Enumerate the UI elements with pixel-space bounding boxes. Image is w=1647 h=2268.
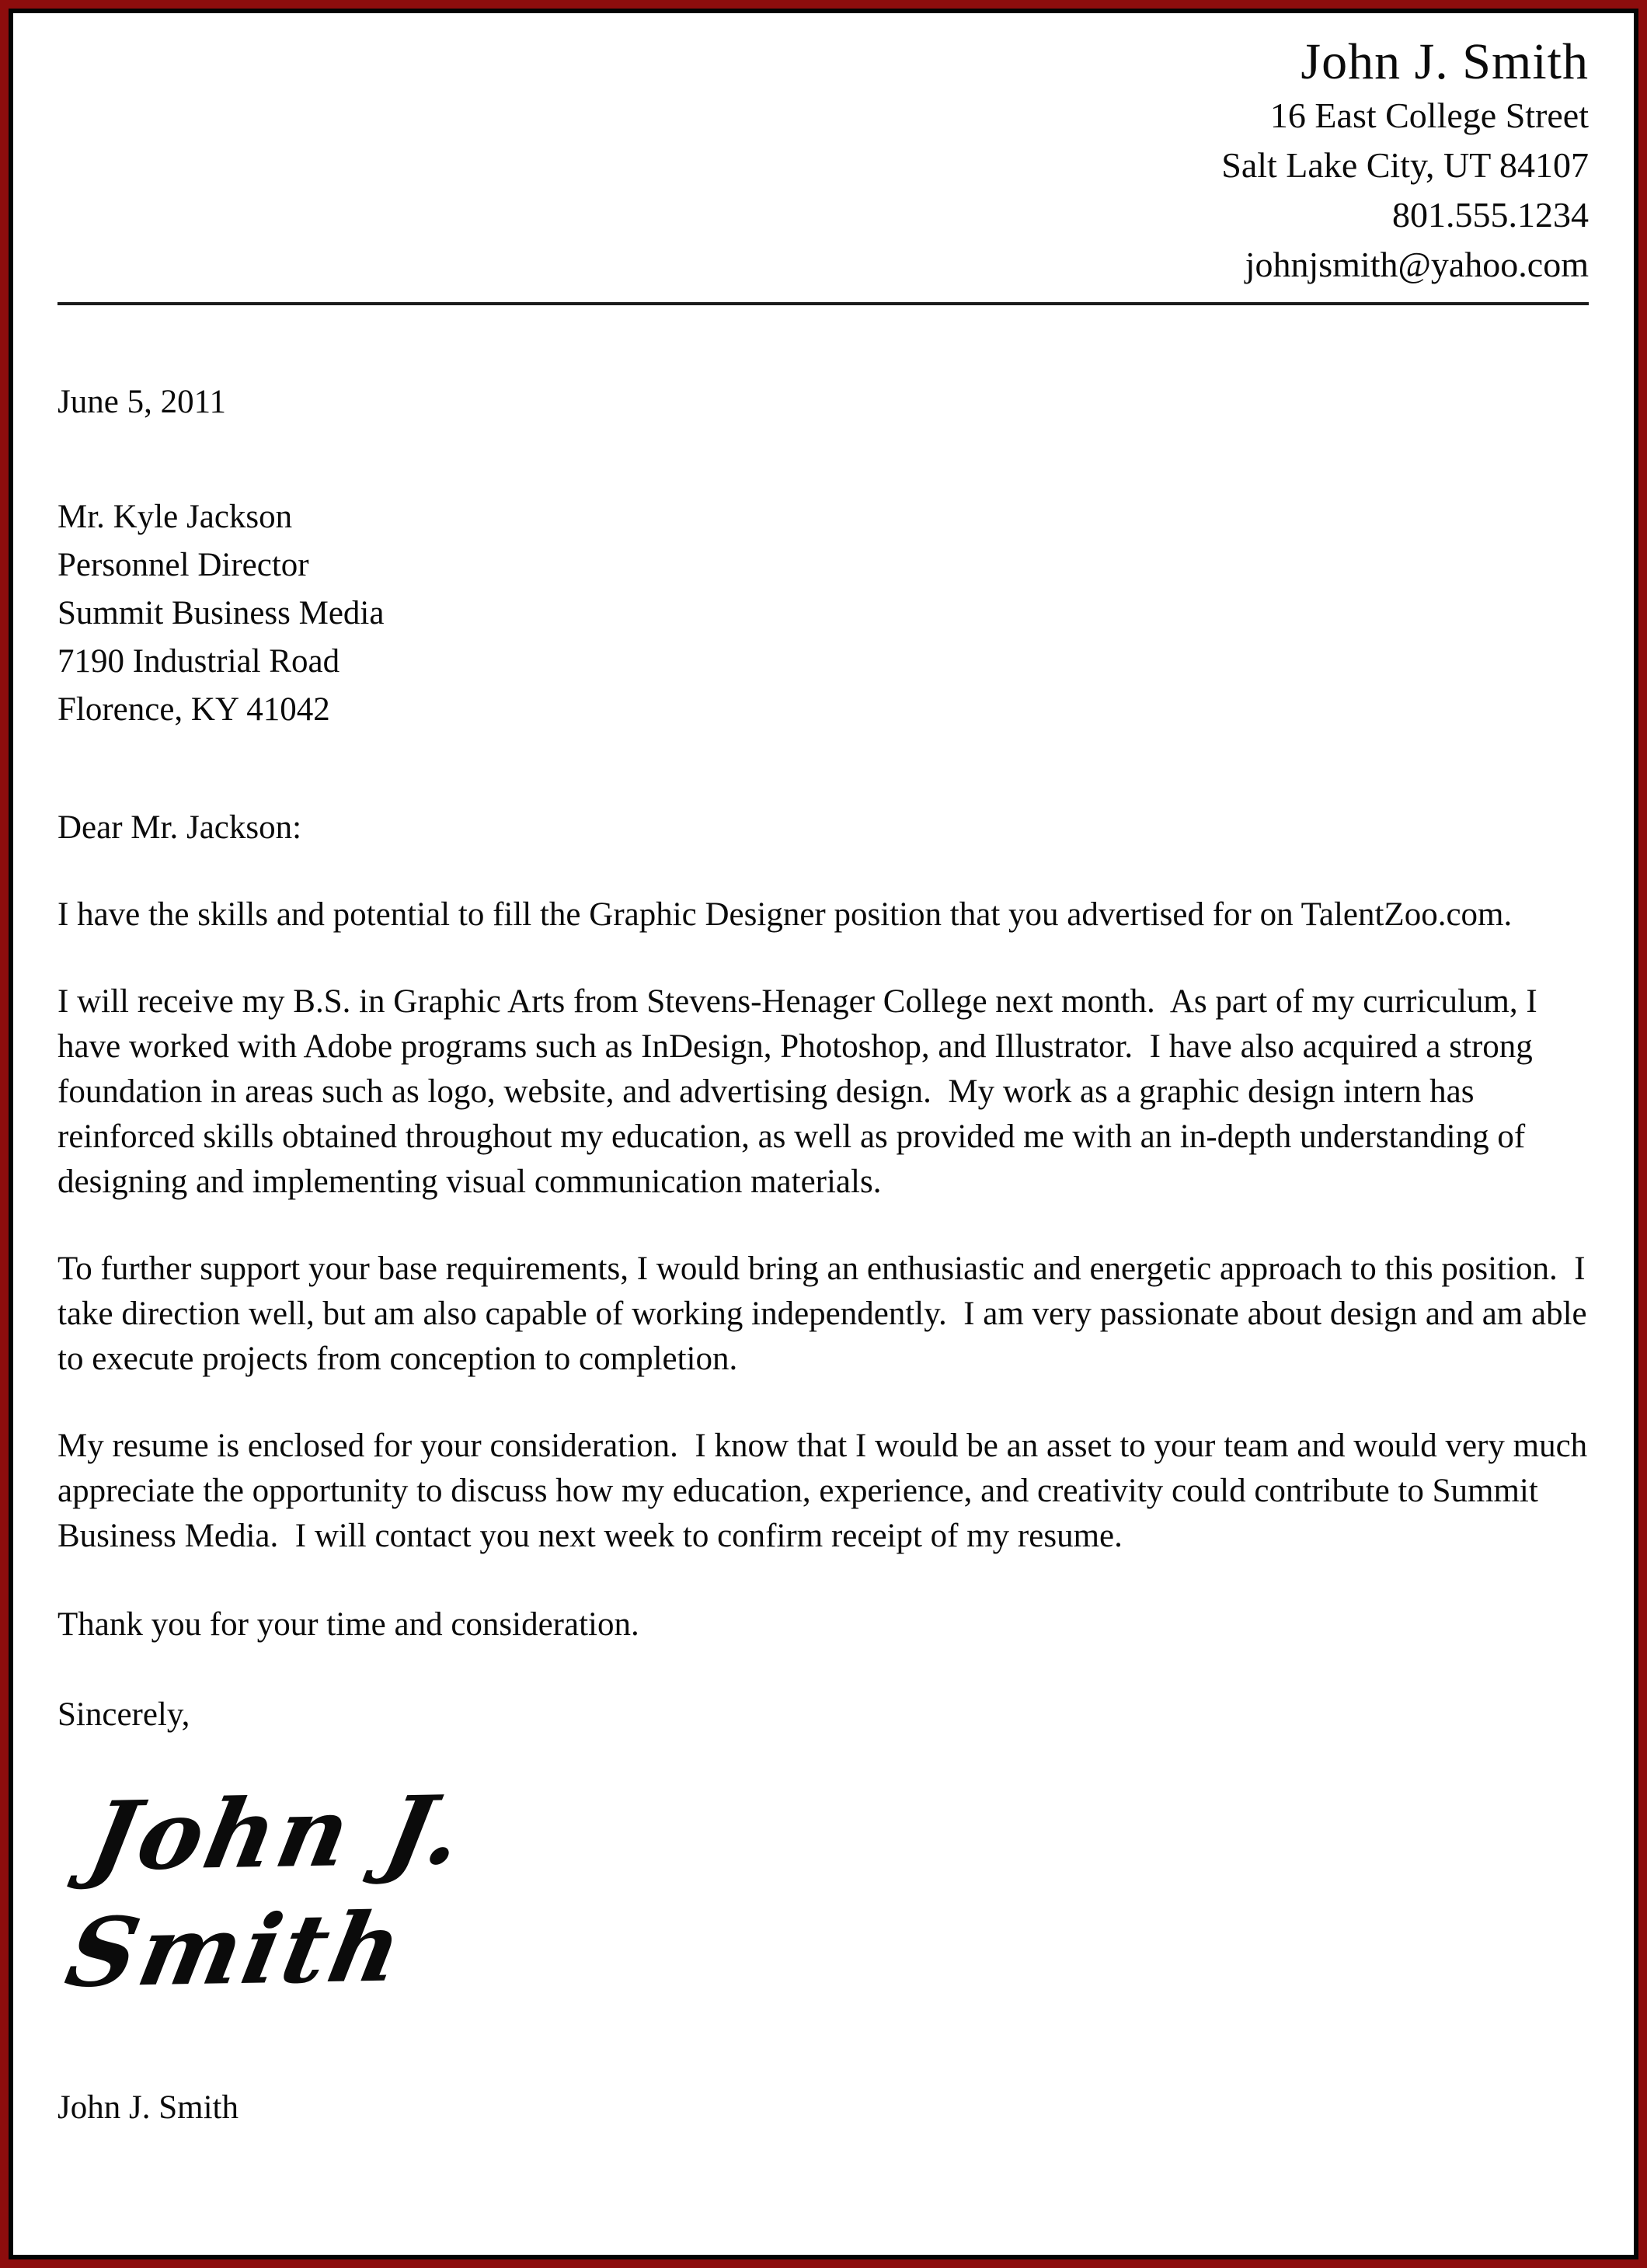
- recipient-city: Florence, KY 41042: [57, 691, 330, 728]
- recipient-street: 7190 Industrial Road: [57, 643, 340, 680]
- sender-address-street: 16 East College Street: [1269, 96, 1589, 135]
- letter-content-area: [9, 9, 1638, 2259]
- recipient-block: [57, 493, 1589, 734]
- salutation: Dear Mr. Jackson:: [57, 809, 302, 846]
- body-paragraph-1: I have the skills and potential to fill the Graphic Designer position that you advertised for on TalentZoo.com.: [57, 896, 1513, 933]
- closing-thanks: Thank you for your time and consideration.: [57, 1606, 639, 1643]
- body-paragraph-2: I will receive my B.S. in Graphic Arts from Stevens-Henager College next month. As part of my curriculum, I have worked with Adobe programs such as InDesign, Photoshop, and Illustrator. I have also acquired a strong foundation in areas such as logo, website, and advertising design. My work as a graphic design intern has reinforced skills obtained throughout my education, as well as provided me with an in-depth understanding of designing and implementing visual communication materials.: [57, 983, 1546, 1200]
- sender-name: John J. Smith: [1301, 33, 1589, 90]
- recipient-name: Mr. Kyle Jackson: [57, 499, 293, 535]
- letter-header: [57, 33, 1589, 305]
- header-divider: [57, 302, 1589, 305]
- closing-valediction: Sincerely,: [57, 1696, 190, 1733]
- sender-email: johnjsmith@yahoo.com: [1245, 245, 1589, 284]
- sender-address-city: Salt Lake City, UT 84107: [1221, 145, 1589, 185]
- recipient-title: Personnel Director: [57, 547, 309, 583]
- body-paragraph-3: To further support your base requirements, I would bring an enthusiastic and energetic approach to this position. I take direction well, but am also capable of working independently. I am very passionate about design and am able to execute projects from conception to completion.: [57, 1251, 1596, 1377]
- letter-date: June 5, 2011: [57, 384, 226, 420]
- signature-script: John J. Smith: [57, 1773, 475, 2009]
- recipient-company: Summit Business Media: [57, 595, 385, 631]
- body-paragraph-4: My resume is enclosed for your consideration. I know that I would be an asset to your team and would very much appreciate the opportunity to discuss how my education, experience, and creativity could contribute to Summit Business Media. I will contact you next week to confirm receipt of my resume.: [57, 1428, 1596, 1554]
- sender-phone: 801.555.1234: [1392, 195, 1589, 235]
- signature-typed: John J. Smith: [57, 2089, 239, 2126]
